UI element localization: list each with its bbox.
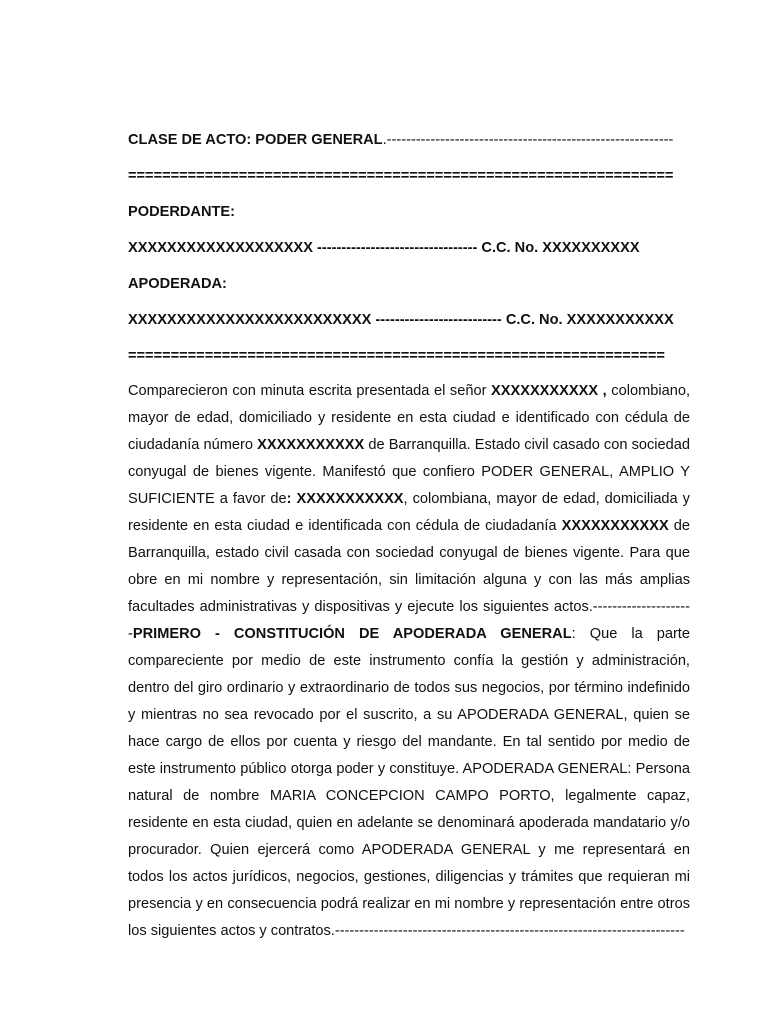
separator-top: ================================================================ [128, 168, 674, 184]
body-text-6: : Que la parte compareciente por medio de este instrumento confía la gestión y administración, dentro del giro ordinario y extraordinario de todos sus negocios, por término indefinido y mientras no sea revocado por el suscrito, a su APODERADA GENERAL, quien se hace cargo de ellos por cuenta y riesgo del mandante. En tal sentido por medio de este instrumento público otorga poder y constituye. APODERADA GENERAL: Persona natural de nombre MARIA CONCEPCION CAMPO PORTO, legalmente capaz, residente en esta ciudad, quien en adelante se denominará apoderada mandatario y/o procurador. Quien ejercerá como APODERADA GENERAL y me representará en todos los actos jurídicos, negocios, gestiones, diligencias y trámites que requieran mi presencia y en consecuencia podrá realizar en mi nombre y representación entre otros los siguientes actos y contratos.------------------------------------------------------------------------ [128, 626, 690, 939]
poderdante-line: XXXXXXXXXXXXXXXXXXX --------------------------------- C.C. No. XXXXXXXXXX [128, 240, 640, 256]
body-text-4: , colombiana, mayor de edad, domiciliada y residente en esta ciudad e identificada con cédula de ciudadanía [128, 491, 690, 534]
body-text-5: de Barranquilla, estado civil casada con sociedad conyugal de bienes vigente. Para que obre en mi nombre y representación, sin limitación alguna y con las más amplias facultades administrativas y dispositivas y ejecute los siguientes actos.-------------------- - [128, 518, 690, 642]
apoderada-label: APODERADA: [128, 276, 227, 292]
clase-de-acto-line [128, 130, 688, 150]
body-text-1: Comparecieron con minuta escrita presentada el señor [128, 383, 492, 399]
apoderada-id: : XXXXXXXXXXX [286, 491, 404, 507]
clase-de-acto-title: CLASE DE ACTO: PODER GENERAL [128, 132, 383, 148]
primero-heading: PRIMERO - CONSTITUCIÓN DE APODERADA GENERAL [132, 626, 572, 642]
poderdante-label: PODERDANTE: [128, 204, 236, 220]
apoderada-line: XXXXXXXXXXXXXXXXXXXXXXXXX -------------------------- C.C. No. XXXXXXXXXXX [128, 312, 674, 328]
body-text-3: de Barranquilla. Estado civil casado con sociedad conyugal de bienes vigente. Manifestó que confiero PODER GENERAL, AMPLIO Y SUFICIENTE a favor de [128, 437, 691, 507]
body-text-2: colombiano, mayor de edad, domiciliado y residente en esta ciudad e identificado con cédula de ciudadanía número [128, 383, 691, 453]
apoderada-cedula: XXXXXXXXXXX [561, 518, 669, 534]
separator-bottom: =============================================================== [128, 348, 665, 364]
poderdante-id: XXXXXXXXXXX , [491, 383, 607, 399]
poderdante-cedula: XXXXXXXXXXX [257, 437, 365, 453]
body-paragraph [128, 378, 690, 945]
clase-de-acto-dashes: .----------------------------------------------------------- [382, 132, 674, 148]
